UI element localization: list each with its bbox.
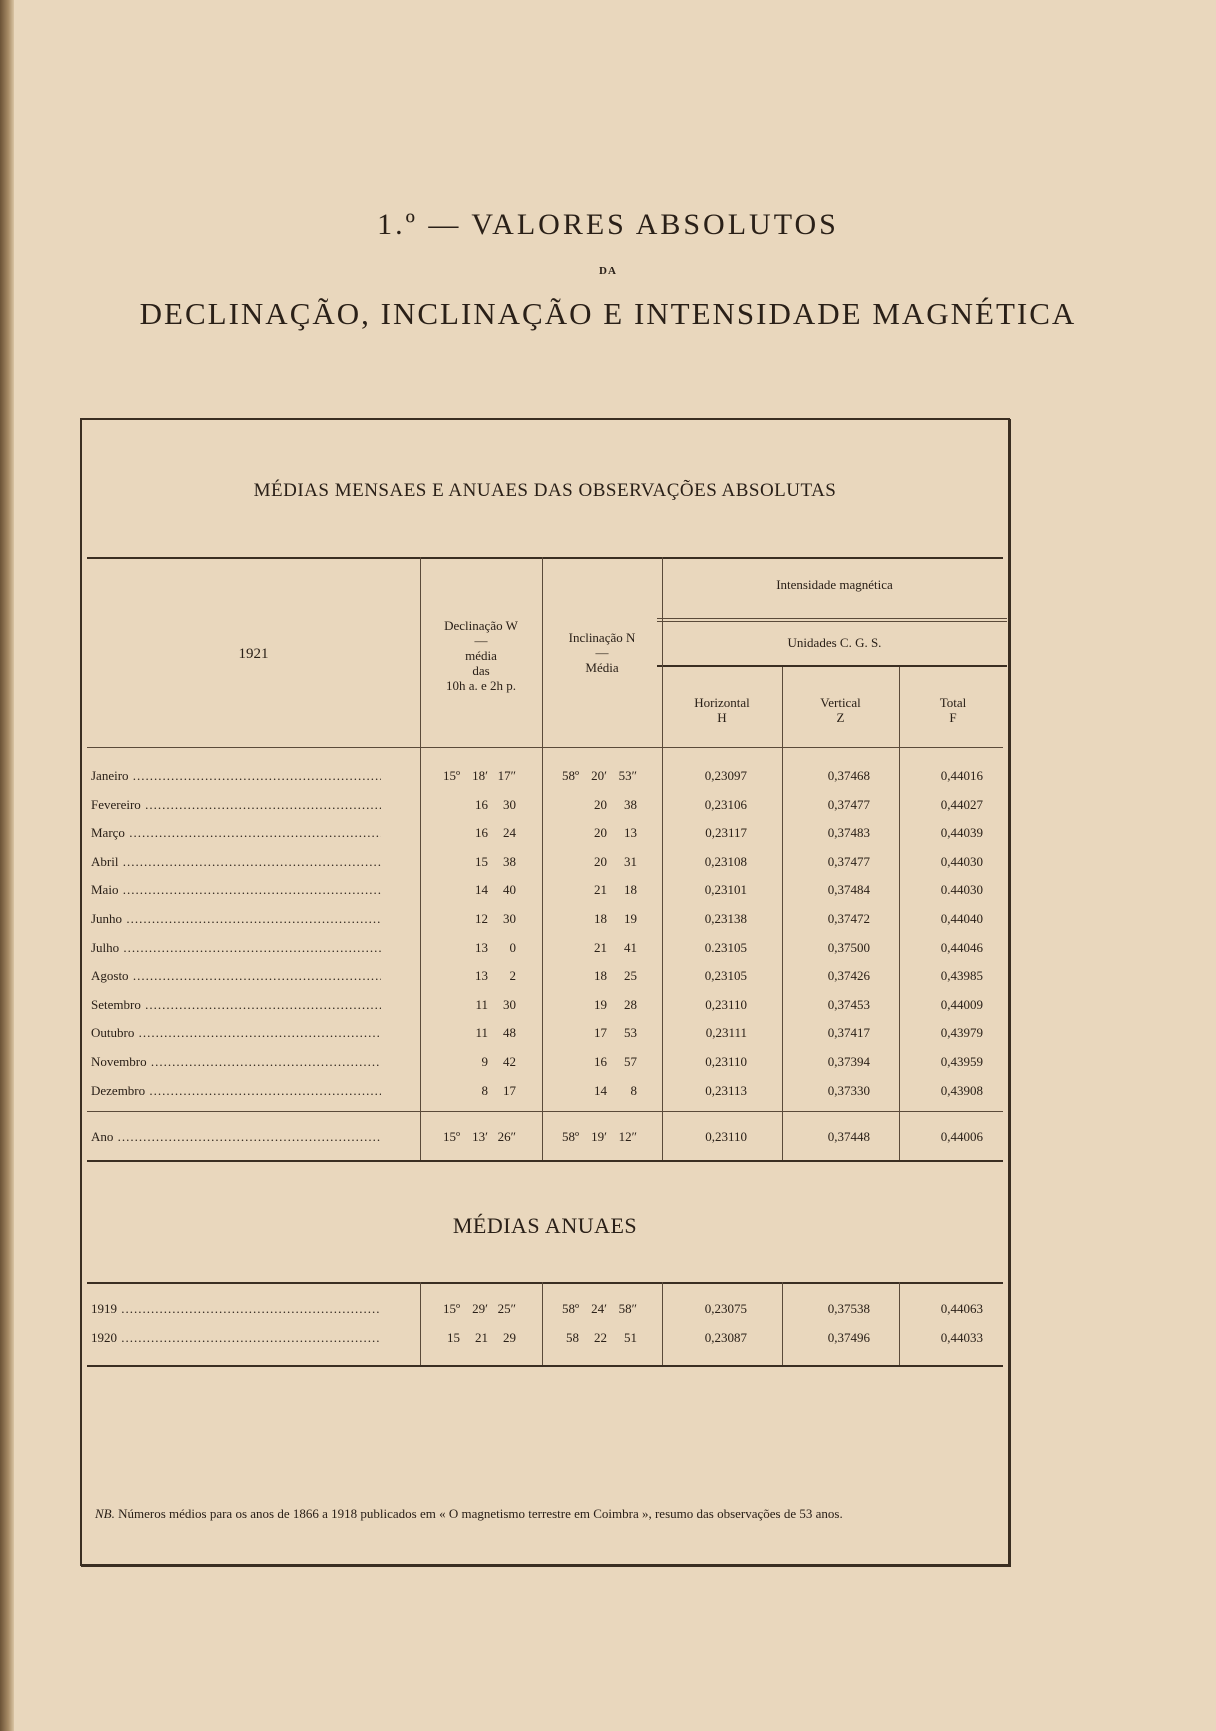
- cell-dd: 15º: [442, 1301, 460, 1316]
- cell-ds: 48: [503, 1025, 516, 1041]
- monthly-caption: MÉDIAS MENSAES E ANUAES DAS OBSERVAÇÕES ABSOLUTAS: [253, 480, 837, 501]
- decl-das: das: [472, 663, 490, 678]
- decl-dash: —: [474, 633, 488, 648]
- book-spine: [0, 0, 14, 1731]
- row-label: Outubro .....: [91, 1025, 381, 1041]
- cell-dm: 29′: [472, 1301, 488, 1316]
- row-label: Fevereiro .....: [91, 797, 381, 813]
- cell-f: 0,44040: [940, 911, 983, 926]
- cell-is: 58″: [618, 1301, 637, 1316]
- cell-f: 0,43979: [940, 1025, 983, 1041]
- cell-f: 0,44006: [940, 1129, 983, 1144]
- cell-z: 0,37426: [827, 968, 870, 984]
- cell-h: 0,23106: [704, 796, 747, 812]
- cell-z: 0,37472: [827, 911, 870, 926]
- cell-dm: 11: [475, 1025, 488, 1041]
- cell-z: 0,37477: [827, 853, 870, 869]
- cell-dm: 13: [475, 939, 488, 955]
- cell-im: 20: [594, 825, 607, 841]
- rule-year-bottom: [87, 1160, 1003, 1162]
- cell-im: 22: [594, 1330, 607, 1345]
- cell-h: 0,23105: [704, 968, 747, 984]
- cell-h: 0,23111: [705, 1025, 747, 1041]
- cell-im: 20: [594, 853, 607, 869]
- row-label: Janeiro .....: [91, 768, 381, 784]
- intensity-header: Intensidade magnética: [776, 577, 893, 592]
- units-header: Unidades C. G. S.: [787, 635, 882, 650]
- cell-dd: 15º: [442, 768, 460, 783]
- table-row: [87, 992, 1003, 1018]
- rule-months-bottom: [87, 1111, 1003, 1112]
- cell-h: 0,23138: [704, 911, 747, 926]
- cell-dm: 13′: [472, 1129, 488, 1144]
- cell-h: 0,23097: [704, 768, 747, 783]
- cell-is: 53: [624, 1025, 637, 1041]
- f-symbol: F: [949, 710, 957, 725]
- rule-annual-bottom: [87, 1365, 1003, 1367]
- incl-header: [542, 630, 662, 675]
- row-label: Junho .....: [91, 911, 381, 927]
- cell-is: 18: [624, 882, 637, 898]
- cell-z: 0,37417: [827, 1025, 870, 1041]
- cell-f: 0.44030: [940, 882, 983, 898]
- cell-im: 19′: [591, 1129, 607, 1144]
- cell-z: 0,37394: [827, 1054, 870, 1069]
- cell-h: 0,23108: [704, 853, 747, 869]
- cell-is: 41: [624, 939, 637, 955]
- f-header: [899, 695, 1007, 725]
- row-label: Setembro .....: [91, 997, 381, 1013]
- cell-f: 0,44030: [940, 853, 983, 869]
- annual-divider-decl: [420, 1282, 421, 1365]
- cell-dm: 18′: [472, 768, 488, 783]
- cell-z: 0,37448: [827, 1129, 870, 1144]
- row-label: Março .....: [91, 825, 381, 841]
- footnote: [95, 1505, 995, 1522]
- h-label: Horizontal: [694, 695, 750, 710]
- table-row: [87, 1296, 1003, 1322]
- row-label: Dezembro .....: [91, 1083, 381, 1099]
- row-label: Abril .....: [91, 854, 381, 870]
- cell-z: 0,37477: [827, 796, 870, 812]
- cell-f: 0,44063: [940, 1301, 983, 1316]
- cell-ds: 17″: [497, 768, 516, 783]
- z-header: [782, 695, 899, 725]
- cell-h: 0,23113: [705, 1082, 747, 1098]
- cell-id: 58º: [561, 1129, 579, 1144]
- table-row: [87, 1124, 1003, 1150]
- cell-z: 0,37483: [827, 825, 870, 841]
- footnote-prefix: NB.: [95, 1506, 115, 1521]
- cell-z: 0,37484: [827, 882, 870, 898]
- table-row: [87, 935, 1003, 961]
- table-row: [87, 1020, 1003, 1046]
- decl-header: [420, 618, 542, 693]
- annual-divider-f: [899, 1282, 900, 1365]
- table-row: [87, 820, 1003, 846]
- row-label: Novembro .....: [91, 1054, 381, 1070]
- cell-is: 13: [624, 825, 637, 841]
- cell-ds: 0: [509, 939, 516, 955]
- decl-hours: 10h a. e 2h p.: [445, 678, 517, 693]
- cell-is: 12″: [618, 1129, 637, 1144]
- incl-label: Inclinação N: [568, 630, 636, 645]
- cell-dd: 15º: [442, 1129, 460, 1144]
- cell-f: 0,43908: [940, 1082, 983, 1098]
- cell-ds: 2: [509, 968, 516, 984]
- cell-f: 0,43985: [940, 968, 983, 984]
- table-row: [87, 1049, 1003, 1075]
- row-label: Julho .....: [91, 940, 381, 956]
- cell-is: 57: [624, 1054, 637, 1069]
- cell-id: 58º: [561, 768, 579, 783]
- cell-f: 0,44009: [940, 996, 983, 1012]
- rule-intensity-double: [657, 621, 1007, 622]
- row-label: Agosto .....: [91, 968, 381, 984]
- h-symbol: H: [717, 710, 727, 725]
- cell-dm: 14: [475, 882, 488, 898]
- cell-ds: 30: [503, 996, 516, 1012]
- cell-ds: 30: [503, 911, 516, 926]
- cell-ds: 29: [503, 1330, 516, 1345]
- cell-is: 53″: [618, 768, 637, 783]
- cell-im: 21: [594, 882, 607, 898]
- cell-is: 28: [624, 996, 637, 1012]
- cell-h: 0,23101: [704, 882, 747, 898]
- cell-ds: 30: [503, 796, 516, 812]
- cell-ds: 38: [503, 853, 516, 869]
- cell-ds: 26″: [497, 1129, 516, 1144]
- cell-im: 14: [594, 1082, 607, 1098]
- cell-dm: 8: [481, 1082, 488, 1098]
- page-title-connector: DA: [599, 265, 617, 277]
- cell-dm: 15: [475, 853, 488, 869]
- cell-f: 0,44027: [940, 796, 983, 812]
- table-row: [87, 792, 1003, 818]
- cell-is: 51: [624, 1330, 637, 1345]
- cell-id: 58º: [561, 1301, 579, 1316]
- cell-im: 18: [594, 911, 607, 926]
- rule-intensity: [657, 618, 1007, 619]
- cell-dm: 16: [475, 825, 488, 841]
- cell-z: 0,37496: [827, 1330, 870, 1345]
- cell-h: 0,23110: [705, 1129, 747, 1144]
- cell-dm: 21: [475, 1330, 488, 1345]
- cell-h: 0,23075: [704, 1301, 747, 1316]
- cell-im: 18: [594, 968, 607, 984]
- f-label: Total: [939, 695, 967, 710]
- cell-is: 25: [624, 968, 637, 984]
- cell-im: 20: [594, 796, 607, 812]
- table-row: [87, 763, 1003, 789]
- table-row: [87, 849, 1003, 875]
- cell-h: 0,23110: [705, 1054, 747, 1069]
- annual-divider-z: [782, 1282, 783, 1365]
- cell-z: 0,37330: [827, 1082, 870, 1098]
- cell-ds: 25″: [497, 1301, 516, 1316]
- table-row: [87, 877, 1003, 903]
- cell-f: 0,44039: [940, 825, 983, 841]
- cell-dm: 16: [475, 796, 488, 812]
- cell-im: 20′: [591, 768, 607, 783]
- incl-media: Média: [585, 660, 619, 675]
- rule-units: [657, 665, 1007, 667]
- h-header: [662, 695, 782, 725]
- row-label: Ano .....: [91, 1129, 381, 1145]
- cell-h: 0.23105: [704, 939, 747, 955]
- table-row: [87, 1078, 1003, 1104]
- cell-ds: 24: [503, 825, 516, 841]
- cell-dm: 9: [481, 1054, 488, 1069]
- z-symbol: Z: [836, 710, 845, 725]
- footnote-text: Números médios para os anos de 1866 a 1918 publicados em « O magnetismo terrestre em Coimbra », resumo das observações de 53 anos.: [118, 1506, 843, 1521]
- row-label: 1920 .....: [91, 1330, 381, 1346]
- cell-f: 0,44033: [940, 1330, 983, 1345]
- cell-dm: 13: [475, 968, 488, 984]
- cell-h: 0,23087: [704, 1330, 747, 1345]
- cell-h: 0,23110: [705, 996, 747, 1012]
- rule-header-top: [87, 557, 1003, 559]
- cell-is: 38: [624, 796, 637, 812]
- annual-divider-h: [662, 1282, 663, 1365]
- cell-h: 0,23117: [705, 825, 747, 841]
- cell-im: 21: [594, 939, 607, 955]
- decl-label: Declinação W: [444, 618, 518, 633]
- cell-dm: 11: [475, 996, 488, 1012]
- table-row: [87, 963, 1003, 989]
- table-frame: [80, 418, 1010, 1566]
- cell-z: 0,37453: [827, 996, 870, 1012]
- table-row: [87, 1325, 1003, 1351]
- cell-f: 0,44046: [940, 939, 983, 955]
- row-label: 1919 .....: [91, 1301, 381, 1317]
- annual-divider-incl: [542, 1282, 543, 1365]
- cell-im: 19: [594, 996, 607, 1012]
- incl-dash: —: [595, 645, 609, 660]
- cell-id: 58: [566, 1330, 579, 1345]
- cell-ds: 17: [503, 1082, 516, 1098]
- cell-dd: 15: [447, 1330, 460, 1345]
- page-title-number: 1.º — VALORES ABSOLUTOS: [377, 208, 839, 241]
- decl-media: média: [465, 648, 497, 663]
- cell-is: 19: [624, 911, 637, 926]
- year-header: 1921: [238, 646, 269, 662]
- cell-is: 31: [624, 853, 637, 869]
- row-label: Maio .....: [91, 882, 381, 898]
- cell-im: 24′: [591, 1301, 607, 1316]
- rule-annual-top: [87, 1282, 1003, 1284]
- cell-z: 0,37500: [827, 939, 870, 955]
- z-label: Vertical: [820, 695, 861, 710]
- cell-ds: 42: [503, 1054, 516, 1069]
- cell-ds: 40: [503, 882, 516, 898]
- table-row: [87, 906, 1003, 932]
- cell-z: 0,37468: [827, 768, 870, 783]
- cell-is: 8: [630, 1082, 637, 1098]
- rule-header-bottom: [87, 747, 1003, 748]
- cell-f: 0,43959: [940, 1054, 983, 1069]
- cell-im: 16: [594, 1054, 607, 1069]
- page-title: DECLINAÇÃO, INCLINAÇÃO E INTENSIDADE MAGNÉTICA: [139, 296, 1077, 331]
- cell-dm: 12: [475, 911, 488, 926]
- cell-z: 0,37538: [827, 1301, 870, 1316]
- cell-f: 0,44016: [940, 768, 983, 783]
- annual-caption: MÉDIAS ANUAES: [452, 1213, 638, 1238]
- cell-im: 17: [594, 1025, 607, 1041]
